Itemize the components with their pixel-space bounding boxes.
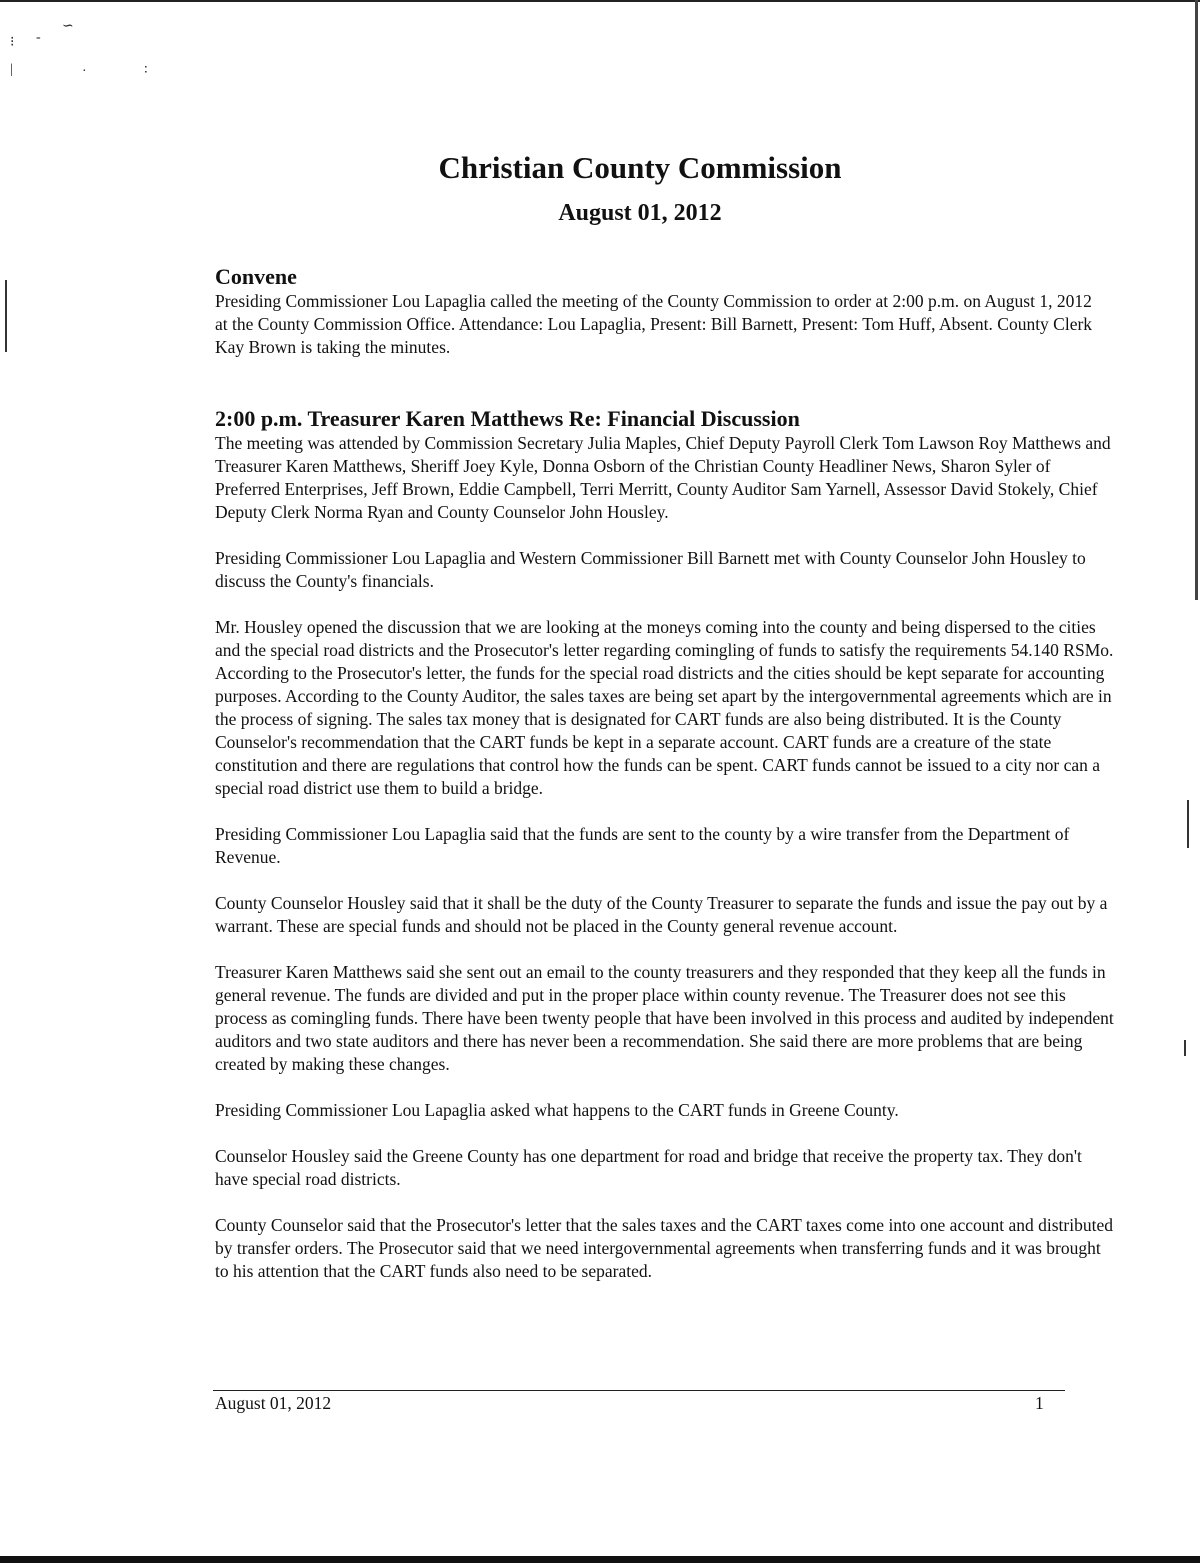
page-number: 1: [1035, 1393, 1044, 1413]
prosecutor-letter-paragraph: County Counselor said that the Prosecutor's letter that the sales taxes and the CART taxes come into one account and distributed by transfer orders. The Prosecutor said that we need intergovernmental agreements when transferring funds and it was brought to his attention that the CART funds also need to be separated.: [215, 1215, 1113, 1281]
convene-section: [215, 264, 1095, 359]
scan-edge-bottom: [0, 1556, 1200, 1563]
attendees-paragraph: The meeting was attended by Commission Secretary Julia Maples, Chief Deputy Payroll Clerk Tom Lawson Roy Matthews and Treasurer Karen Matthews, Sheriff Joey Kyle, Donna Osborn of the Christian County Headliner News, Sharon Syler of Preferred Enterprises, Jeff Brown, Eddie Campbell, Terri Merritt, County Auditor Sam Yarnell, Assessor David Stokely, Chief Deputy Clerk Norma Ryan and County Counselor John Housley.: [215, 433, 1111, 522]
scan-speck: |: [10, 62, 13, 77]
treasurer-section: [215, 406, 1115, 1306]
meeting-purpose-paragraph: Presiding Commissioner Lou Lapaglia and Western Commissioner Bill Barnett met with County Counselor John Housley to discuss the County's financials.: [215, 548, 1086, 591]
convene-heading: Convene: [215, 264, 297, 289]
scan-speck: ∶: [144, 63, 148, 78]
treasurer-heading: 2:00 p.m. Treasurer Karen Matthews Re: Financial Discussion: [215, 406, 800, 431]
scan-mark-right-small: [1184, 1040, 1186, 1056]
meeting-date: August 01, 2012: [558, 200, 722, 226]
scan-edge-right: [1195, 0, 1198, 600]
footer-date: August 01, 2012: [215, 1393, 332, 1413]
greene-county-answer-paragraph: Counselor Housley said the Greene County has one department for road and bridge that receive the property tax. They don't have special road districts.: [215, 1146, 1082, 1189]
scan-speck: ·: [82, 64, 87, 79]
scan-speck: -: [36, 30, 41, 45]
scan-mark-right: [1187, 800, 1189, 848]
scan-mark-left: [5, 280, 7, 352]
wire-transfer-paragraph: Presiding Commissioner Lou Lapaglia said that the funds are sent to the county by a wire transfer from the Department of Revenue.: [215, 824, 1070, 867]
housley-discussion-paragraph: Mr. Housley opened the discussion that we are looking at the moneys coming into the county and being dispersed to the cities and the special road districts and the Prosecutor's letter regarding comingling of funds to satisfy the requirements 54.140 RSMo. According to the Prosecutor's letter, the funds for the special road districts and the cities should be kept separate for accounting purposes. According to the County Auditor, the sales taxes are being set apart by the intergovernmental agreements which are in the process of signing. The sales tax money that is designated for CART funds are also being distributed. It is the County Counselor's recommendation that the CART funds be kept in a separate account. CART funds are a creature of the state constitution and there are regulations that control how the funds can be spent. CART funds cannot be issued to a city nor can a special road district use them to build a bridge.: [215, 617, 1114, 798]
treasurer-duty-paragraph: County Counselor Housley said that it shall be the duty of the County Treasurer to separate the funds and issue the pay out by a warrant. These are special funds and should not be placed in the County general revenue account.: [215, 893, 1108, 936]
greene-county-question-paragraph: Presiding Commissioner Lou Lapaglia asked what happens to the CART funds in Greene County.: [215, 1100, 899, 1120]
scan-speck: ∽: [62, 19, 74, 34]
scan-edge-top: [0, 0, 1200, 2]
footer-rule: [213, 1390, 1065, 1391]
document-title: Christian County Commission: [438, 150, 842, 185]
treasurer-response-paragraph: Treasurer Karen Matthews said she sent out an email to the county treasurers and they responded that they keep all the funds in general revenue. The funds are divided and put in the proper place within county revenue. The Treasurer does not see this process as comingling funds. There have been twenty people that have been involved in this process and audited by independent auditors and two state auditors and there has never been a recommendation. She said there are more problems that are being created by making these changes.: [215, 962, 1114, 1074]
scan-speck: ⁝: [10, 35, 15, 50]
convene-paragraph: Presiding Commissioner Lou Lapaglia called the meeting of the County Commission to order at 2:00 p.m. on August 1, 2012 at the County Commission Office. Attendance: Lou Lapaglia, Present: Bill Barnett, Present: Tom Huff, Absent. County Clerk Kay Brown is taking the minutes.: [215, 291, 1093, 357]
